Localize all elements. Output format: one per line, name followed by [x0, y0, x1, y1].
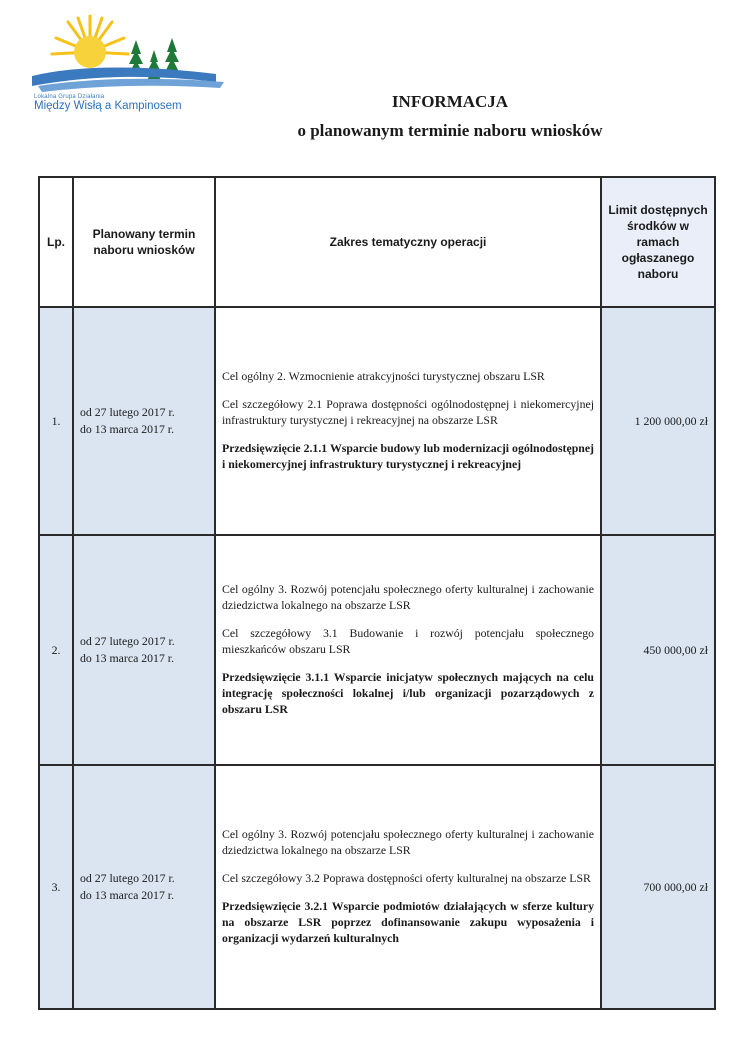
table-header-row	[39, 177, 715, 307]
header-limit: Limit dostępnych środków w ramach ogłaszanego naboru	[601, 177, 715, 307]
row-zakres	[215, 535, 601, 765]
termin-start: od 27 lutego 2017 r.	[80, 870, 175, 885]
sun-icon	[52, 16, 128, 68]
row-limit: 1 200 000,00 zł	[601, 307, 715, 535]
logo-name: Między Wisłą a Kampinosem	[34, 100, 182, 112]
termin-end: do 13 marca 2017 r.	[80, 422, 175, 436]
przedsiewziecie: Przedsięwzięcie 3.1.1 Wsparcie inicjatyw społecznych mających na celu integrację społeczności lokalnej i/lub organizacji pozarządowych z obszaru LSR	[222, 669, 594, 716]
page-subtitle: o planowanym terminie naboru wniosków	[297, 121, 603, 140]
cel-ogolny: Cel ogólny 2. Wzmocnienie atrakcyjności turystycznej obszaru LSR	[222, 369, 545, 384]
row-zakres	[215, 307, 601, 535]
row-termin	[73, 307, 215, 535]
nabor-table	[38, 176, 716, 1010]
cel-szczegolowy: Cel szczegółowy 3.2 Poprawa dostępności oferty kulturalnej na obszarze LSR	[222, 871, 591, 886]
page-title: INFORMACJA	[391, 92, 509, 111]
termin-start: od 27 lutego 2017 r.	[80, 404, 175, 419]
row-lp: 1.	[39, 307, 73, 535]
termin-start: od 27 lutego 2017 r.	[80, 633, 175, 648]
cel-szczegolowy: Cel szczegółowy 2.1 Poprawa dostępności ogólnodostępnej i niekomercyjnej infrastruktury turystycznej i rekreacyjnej na obszarze LSR	[222, 397, 594, 428]
przedsiewziecie: Przedsięwzięcie 3.2.1 Wsparcie podmiotów działających w sferze kultury na obszarze LSR poprzez dofinansowanie zakupu wyposażenia i organizacji wydarzeń kulturalnych	[222, 899, 594, 945]
przedsiewziecie: Przedsięwzięcie 2.1.1 Wsparcie budowy lub modernizacji ogólnodostępnej i niekomercyjnej infrastruktury turystycznej i rekreacyjnej	[222, 440, 594, 471]
table-row	[39, 765, 715, 1009]
termin-end: do 13 marca 2017 r.	[80, 888, 175, 902]
water-icon	[32, 67, 224, 92]
logo-graphic	[28, 12, 238, 94]
row-lp: 2.	[39, 535, 73, 765]
row-limit: 450 000,00 zł	[601, 535, 715, 765]
row-zakres	[215, 765, 601, 1009]
header-zakres: Zakres tematyczny operacji	[215, 177, 601, 307]
cel-ogolny: Cel ogólny 3. Rozwój potencjału społecznego oferty kulturalnej i zachowanie dziedzictwa lokalnego na obszarze LSR	[222, 582, 594, 613]
row-termin	[73, 765, 215, 1009]
lgd-logo	[28, 12, 238, 117]
header-lp: Lp.	[39, 177, 73, 307]
table-row	[39, 535, 715, 765]
termin-end: do 13 marca 2017 r.	[80, 651, 175, 665]
row-termin	[73, 535, 215, 765]
header-termin: Planowany termin naboru wniosków	[73, 177, 215, 307]
cel-szczegolowy: Cel szczegółowy 3.1 Budowanie i rozwój potencjału społecznego mieszkańców obszaru LSR	[222, 626, 594, 657]
cel-ogolny: Cel ogólny 3. Rozwój potencjału społecznego oferty kulturalnej i zachowanie dziedzictwa lokalnego na obszarze LSR	[222, 827, 594, 858]
table-row	[39, 307, 715, 535]
row-limit: 700 000,00 zł	[601, 765, 715, 1009]
logo-subtitle: Lokalna Grupa Działania	[34, 94, 105, 100]
row-lp: 3.	[39, 765, 73, 1009]
